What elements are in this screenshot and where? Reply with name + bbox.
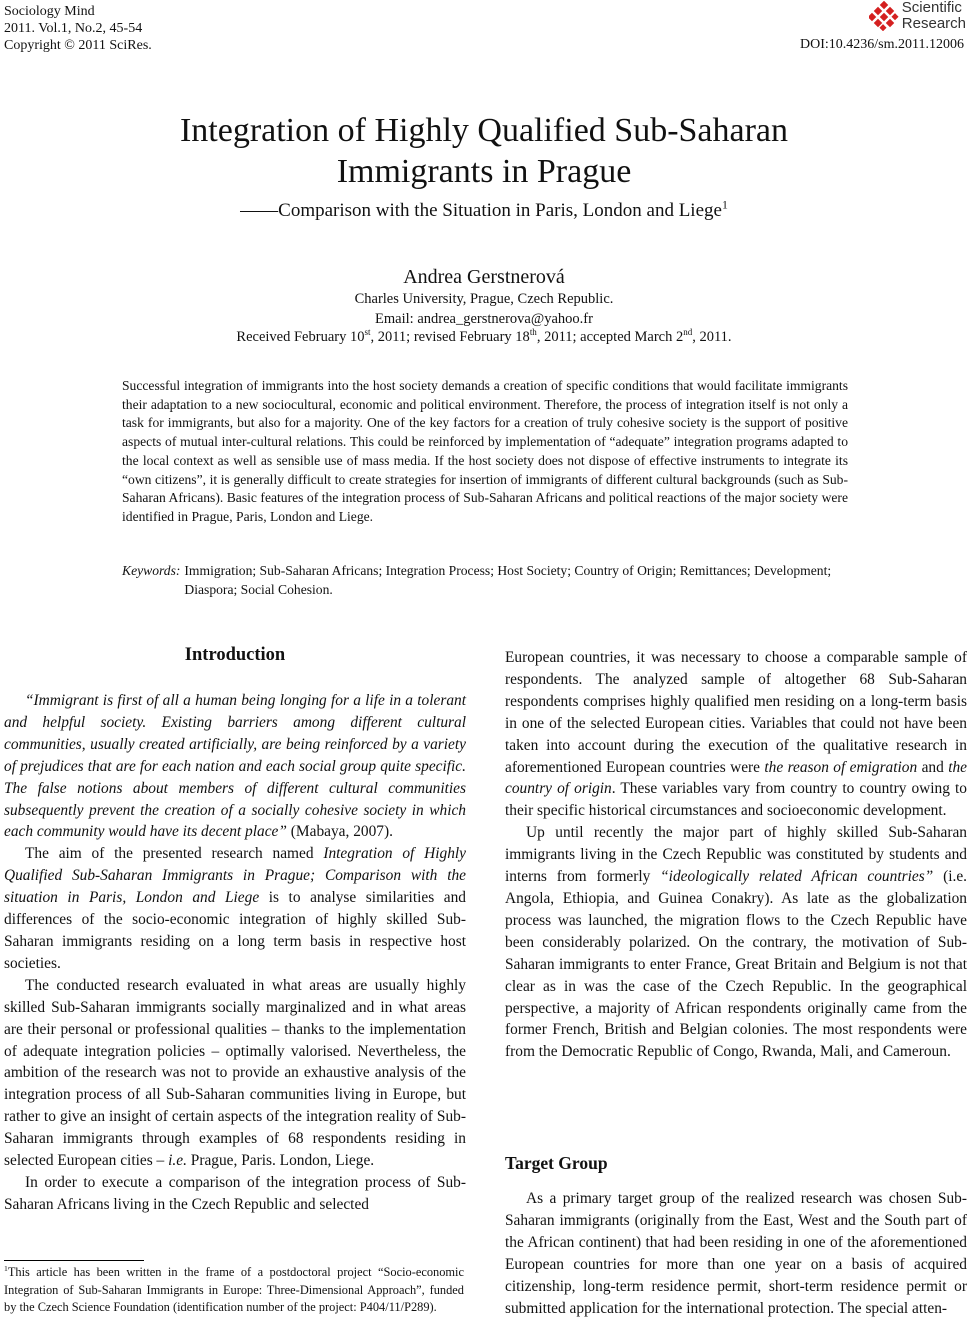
footnote-mark: 1 (4, 1263, 8, 1273)
paper-title (0, 110, 968, 192)
author-name: Andrea Gerstnerová (403, 266, 565, 288)
keywords-text: Immigration; Sub-Saharan Africans; Integration Process; Host Society; Country of Origin; Remittances; Development; Diaspora; Social Cohesion. (184, 563, 832, 597)
paragraph: In order to execute a comparison of the integration process of Sub-Saharan Africans living in the Czech Republic and selected (4, 1173, 466, 1213)
right-column-target-group (505, 1188, 967, 1319)
received-dates: Received February 10st, 2011; revised February 18th, 2011; accepted March 2nd, 2011. (236, 327, 732, 345)
paragraph: As a primary target group of the realized research was chosen Sub-Saharan immigrants (originally from the East, West and the South part of the African continent) that had been residing in one of the aforementioned European countries for more than one year on a basis of acquired citizenship, long-term residence permit, short-term residence permit or submitted application for the international protection. The special atten- (505, 1190, 967, 1317)
subtitle-text: ——Comparison with the Situation in Paris, London and Liege (240, 200, 722, 221)
footnote-divider (4, 1260, 144, 1261)
copyright: Copyright © 2011 SciRes. (4, 38, 152, 53)
section-heading-introduction: Introduction (184, 645, 286, 665)
scientific-research-logo-icon (869, 1, 899, 31)
epigraph-quote: “Immigrant is first of all a human being longing for a life in a tolerant and helpful society. Existing barriers among different cultural communities, usually created artificially, are being reinforced by a variety of prejudices that are for each nation and each social group quite specific. The false notions about members of different cultural communities subsequently prevent the creation of a socially cohesive society in which each community would have its decent place” (Mabaya, 2007). (4, 692, 466, 841)
paragraph: European countries, it was necessary to choose a comparable sample of respondents. The analyzed sample of altogether 68 Sub-Saharan respondents comprises highly qualified men residing on a long-term basis in one of the selected European cities. Variables that could not have been taken into account during the execution of the qualitative research in aforementioned European countries were the reason of emigration and the country of origin. These variables vary from country to country owing to their specific historical circumstances and socioeconomic development. (505, 649, 968, 820)
keywords-label: Keywords: (122, 563, 181, 578)
title-line2: Immigrants in Prague (336, 153, 632, 190)
keywords (122, 562, 848, 599)
doi: DOI:10.4236/sm.2011.12006 (800, 37, 964, 52)
publisher-logo (869, 0, 966, 32)
journal-name: Sociology Mind (4, 4, 95, 19)
title-line1: Integration of Highly Qualified Sub-Saharan (179, 112, 789, 149)
section-heading-target-group: Target Group (505, 1153, 608, 1173)
paragraph: Up until recently the major part of highly skilled Sub-Saharan immigrants living in the Czech Republic was constituted by students and interns from formerly “ideologically related African countries” (i.e. Angola, Ethiopia, and Guinea Conakry). As late as the globalization process was launched, the migration flows to the Czech Republic have been considerably polarized. On the contrary, the motivation of Sub-Saharan immigrants to enter France, Great Britain and Belgium is not that clear as in was the case of the Czech Republic. In the geographical perspective, a majority of African respondents originally came from the former French, British and Belgian colonies. The most respondents were from the Democratic Republic of Congo, Rwanda, Mali, and Cameroun. (505, 824, 967, 1061)
paragraph: The conducted research evaluated in what areas are usually highly skilled Sub-Saharan immigrants socially marginalized and in what areas are their personal or professional qualities – thanks to the implementation of adequate integration policies – optimally valorised. Nevertheless, the ambition of the research was not to provide an exhaustive analysis of the integration process of all Sub-Saharan communities living in Europe, but rather to give an insight of certain aspects of the integration reality of Sub-Saharan immigrants through examples of 68 respondents residing in selected European cities – i.e. Prague, Paris. London, Liege. (4, 976, 466, 1170)
abstract: Successful integration of immigrants into the host society demands a creation of specific conditions that would facilitate immigrants their adaptation to a new sociocultural, economic and political environment. Therefore, the process of integration itself is not only a task for immigrants, but also for a majority. One of the key factors for a creation of truly cohesive society is the support of positive aspects of mutual inter-cultural relations. This could be reinforced by implementation of “adequate” integration programs adapted to the local context as well as sensible use of mass media. If the host society does not dispose of effective instruments to integrate its “own citizens”, it is generally difficult to create strategies for insertion of immigrants of different cultural backgrounds (such as Sub-Saharan Africans). Basic features of the integration process of Sub-Saharan Africans and political reactions of the major society were identified in Prague, Paris, London and Liege. (122, 378, 848, 524)
footnote-text: This article has been written in the frame of a postdoctoral project “Socio-economic Integration of Sub-Saharan Immigrants in Europe: Three-Dimensional Approach”, funded by the Czech Science Foundation (identification number of the project: P404/11/P289). (4, 1265, 464, 1314)
journal-volume: 2011. Vol.1, No.2, 45-54 (4, 21, 143, 36)
subtitle-footnote-mark: 1 (721, 198, 728, 212)
paper-subtitle (0, 200, 968, 222)
left-column (4, 690, 466, 1216)
paragraph: The aim of the presented research named Integration of Highly Qualified Sub-Saharan Immigrants in Prague; Comparison with the situation in Paris, London and Liege is to analyse similarities and differences of the socio-economic integration of highly skilled Sub-Saharan immigrants residing on a long term basis in respective host societies. (4, 845, 466, 972)
author-email: Email: andrea_gerstnerova@yahoo.fr (375, 311, 593, 327)
author-affiliation: Charles University, Prague, Czech Republic. (354, 291, 614, 307)
right-column (505, 647, 967, 1063)
journal-header (4, 3, 152, 54)
footnote (4, 1264, 464, 1317)
logo-line2: Research (901, 15, 966, 32)
logo-line1: Scientific (901, 0, 962, 16)
